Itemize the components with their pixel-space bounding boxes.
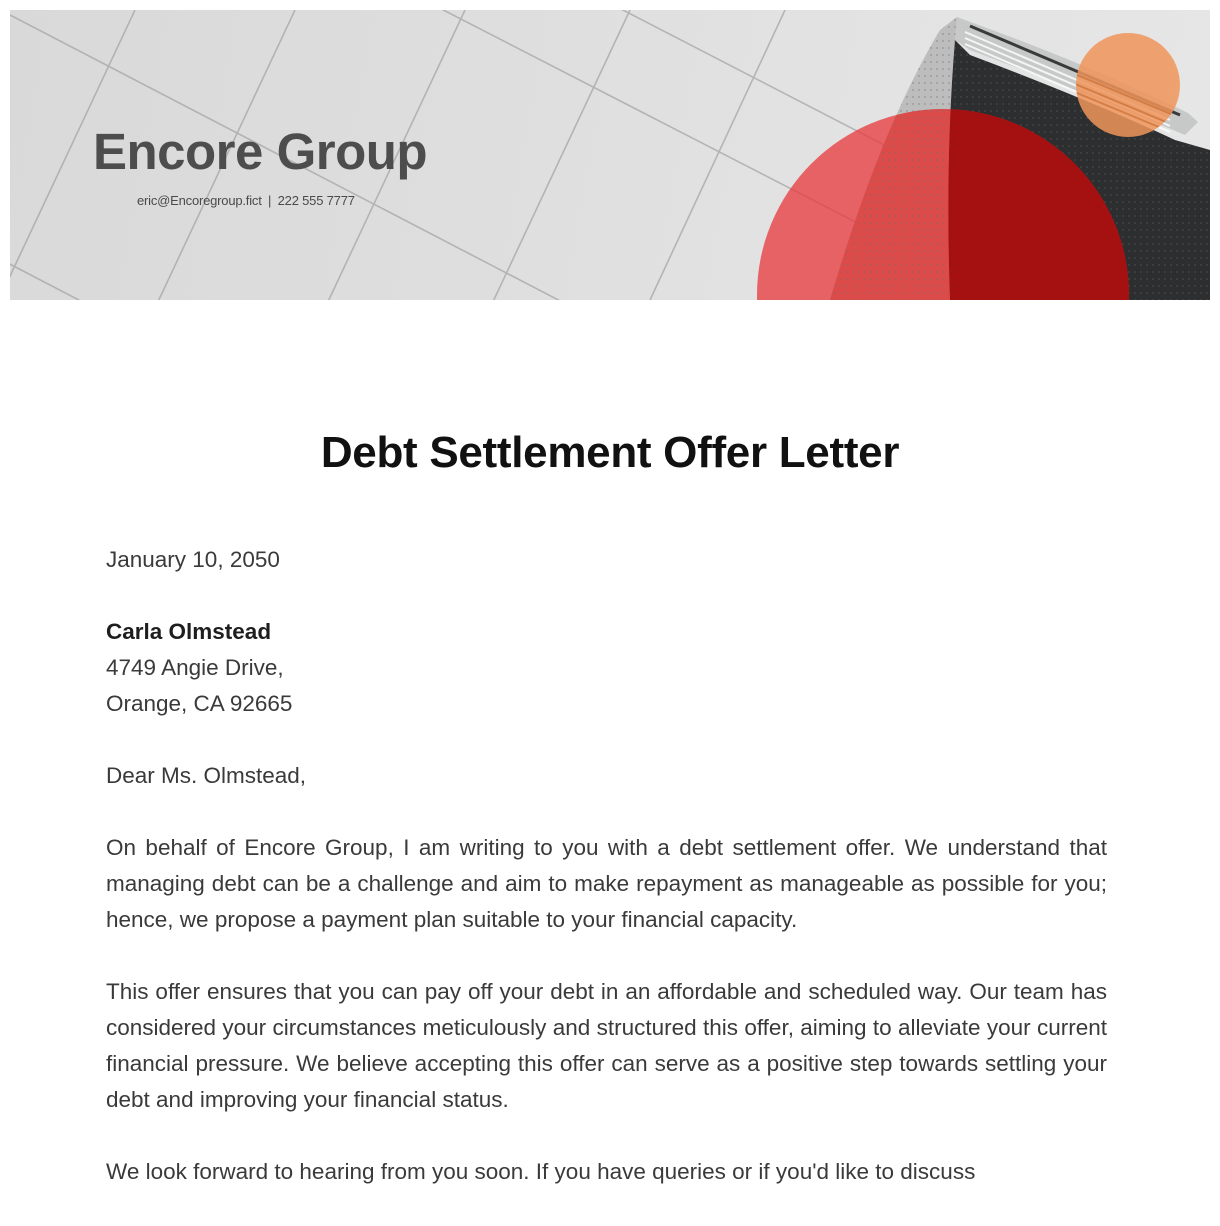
header-banner xyxy=(10,10,1210,300)
body-paragraph-2: This offer ensures that you can pay off your debt in an affordable and scheduled way. Our team has considered your circumstances meticulously and structured this offer, aiming to alleviate your current financial pressure. We believe accepting this offer can serve as a positive step towards settling your debt and improving your financial status. xyxy=(106,979,1107,1112)
recipient-address-line2: Orange, CA 92665 xyxy=(106,691,293,716)
body-paragraph-3: We look forward to hearing from you soon. If you have queries or if you'd like to discuss xyxy=(106,1159,976,1184)
company-name: Encore Group xyxy=(93,123,428,180)
recipient-address-block xyxy=(106,614,1107,722)
recipient-address-line1: 4749 Angie Drive, xyxy=(106,655,284,680)
document-title: Debt Settlement Offer Letter xyxy=(320,428,900,477)
letter-body xyxy=(106,542,1107,1226)
salutation: Dear Ms. Olmstead, xyxy=(106,763,307,788)
company-email: eric@Encoregroup.fict xyxy=(137,193,262,208)
contact-separator: | xyxy=(268,193,272,208)
company-phone: 222 555 7777 xyxy=(277,193,355,208)
body-paragraph-1: On behalf of Encore Group, I am writing to you with a debt settlement offer. We understand that managing debt can be a challenge and aim to make repayment as manageable as possible for you; hence, we propose a payment plan suitable to your financial capacity. xyxy=(106,835,1107,932)
company-contact xyxy=(137,193,355,208)
letter-date: January 10, 2050 xyxy=(106,547,280,572)
recipient-name: Carla Olmstead xyxy=(106,619,272,644)
